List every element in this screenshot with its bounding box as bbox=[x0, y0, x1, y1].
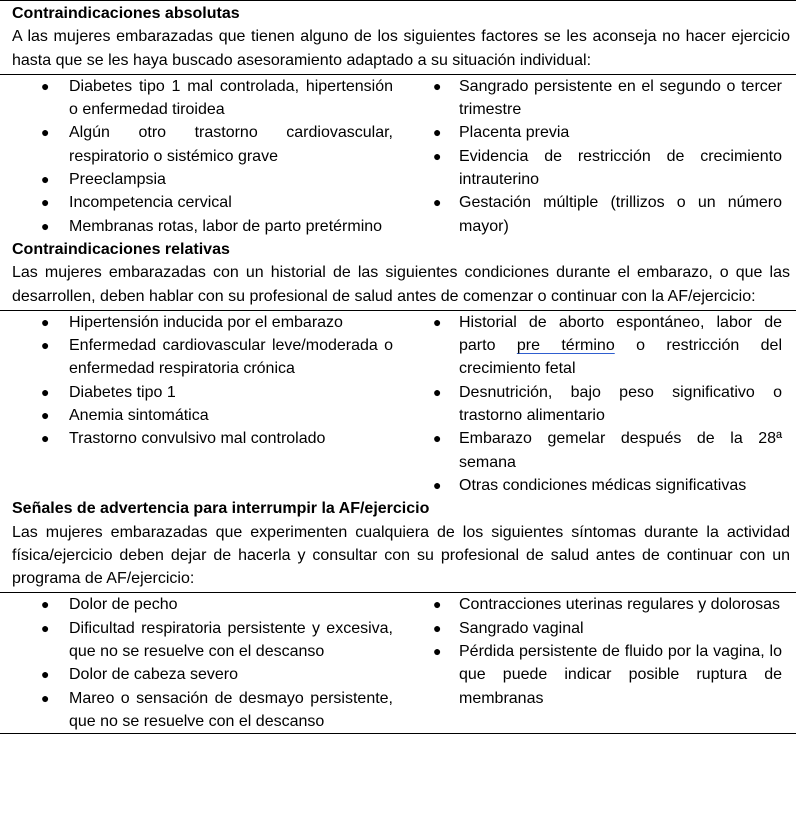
right-list bbox=[393, 75, 790, 238]
bullet-icon: ● bbox=[41, 194, 50, 211]
right-list bbox=[393, 593, 790, 733]
bullet-icon: ● bbox=[41, 77, 50, 94]
section-title: Contraindicaciones relativas bbox=[12, 240, 230, 258]
left-list bbox=[0, 311, 393, 497]
section-intro: Las mujeres embarazadas que experimenten cualquiera de los siguientes síntomas durante la actividad física/ejercicio deben dejar de hacerla y consultar con su profesional de salud antes de continuar con un programa de AF/ejercicio: bbox=[12, 523, 790, 588]
bottom-rule bbox=[0, 733, 796, 734]
bullet-icon: ● bbox=[41, 337, 50, 354]
section-absolute-contraindications bbox=[0, 2, 796, 238]
bullet-icon: ● bbox=[433, 619, 442, 636]
list-item: ● Desnutrición, bajo peso significativo o trastorno alimentario bbox=[393, 381, 782, 428]
bullet-icon: ● bbox=[41, 430, 50, 447]
list-item: ● Dolor de cabeza severo bbox=[0, 663, 393, 686]
bullet-icon: ● bbox=[433, 596, 442, 613]
bullet-icon: ● bbox=[41, 596, 50, 613]
bullet-icon: ● bbox=[433, 124, 442, 141]
list-item: ● Membranas rotas, labor de parto pretérmino bbox=[0, 215, 393, 238]
list-item: ● Dificultad respiratoria persistente y excesiva, que no se resuelve con el descanso bbox=[0, 617, 393, 664]
section-intro: A las mujeres embarazadas que tienen alguno de los siguientes factores se les aconseja no hacer ejercicio hasta que se les haya buscado asesoramiento adaptado a su situación individual: bbox=[12, 28, 790, 69]
spellcheck-underlined-text: pre término bbox=[516, 337, 615, 355]
bullet-icon: ● bbox=[433, 147, 442, 164]
bullet-icon: ● bbox=[41, 171, 50, 188]
list-item: ● Otras condiciones médicas significativas bbox=[393, 474, 782, 497]
list-item: ● Sangrado persistente en el segundo o tercer trimestre bbox=[393, 75, 782, 122]
section-intro: Las mujeres embarazadas con un historial de las siguientes condiciones durante el embarazo, o que las desarrollen, deben hablar con su profesional de salud antes de comenzar o continuar con la AF/ejercicio: bbox=[12, 264, 790, 305]
bullet-icon: ● bbox=[433, 313, 442, 330]
bullet-icon: ● bbox=[41, 666, 50, 683]
bullet-icon: ● bbox=[41, 313, 50, 330]
bullet-icon: ● bbox=[433, 643, 442, 660]
list-item: ● Hipertensión inducida por el embarazo bbox=[0, 311, 393, 334]
bullet-icon: ● bbox=[41, 689, 50, 706]
list-item: ● Dolor de pecho bbox=[0, 593, 393, 616]
list-item: ● Evidencia de restricción de crecimiento intrauterino bbox=[393, 145, 782, 192]
list-item: ● Contracciones uterinas regulares y dolorosas bbox=[393, 593, 782, 616]
bullet-icon: ● bbox=[41, 217, 50, 234]
bullet-icon: ● bbox=[41, 383, 50, 400]
list-item: ● Historial de aborto espontáneo, labor de parto pre término o restricción del crecimiento fetal bbox=[393, 311, 782, 381]
bullet-icon: ● bbox=[433, 476, 442, 493]
left-list bbox=[0, 75, 393, 238]
section-warning-signs bbox=[0, 497, 796, 734]
bullet-icon: ● bbox=[433, 383, 442, 400]
left-list bbox=[0, 593, 393, 733]
section-relative-contraindications bbox=[0, 238, 796, 497]
list-item: ● Sangrado vaginal bbox=[393, 617, 782, 640]
list-item: ● Enfermedad cardiovascular leve/moderada o enfermedad respiratoria crónica bbox=[0, 334, 393, 381]
right-list bbox=[393, 311, 790, 497]
list-item: ● Preeclampsia bbox=[0, 168, 393, 191]
list-item: ● Placenta previa bbox=[393, 121, 782, 144]
bullet-icon: ● bbox=[433, 77, 442, 94]
bullet-icon: ● bbox=[41, 124, 50, 141]
section-title: Señales de advertencia para interrumpir la AF/ejercicio bbox=[12, 500, 430, 518]
bullet-icon: ● bbox=[41, 407, 50, 424]
list-item: ● Diabetes tipo 1 bbox=[0, 381, 393, 404]
bullet-icon: ● bbox=[433, 194, 442, 211]
bullet-icon: ● bbox=[433, 430, 442, 447]
list-item: ● Algún otro trastorno cardiovascular, respiratorio o sistémico grave bbox=[0, 121, 393, 168]
list-item: ● Mareo o sensación de desmayo persistente, que no se resuelve con el descanso bbox=[0, 687, 393, 734]
list-item: ● Anemia sintomática bbox=[0, 404, 393, 427]
list-item: ● Trastorno convulsivo mal controlado bbox=[0, 427, 393, 450]
list-item: ● Incompetencia cervical bbox=[0, 191, 393, 214]
list-item: ● Gestación múltiple (trillizos o un número mayor) bbox=[393, 191, 782, 238]
section-title: Contraindicaciones absolutas bbox=[12, 5, 240, 22]
list-item: ● Pérdida persistente de fluido por la vagina, lo que puede indicar posible ruptura de membranas bbox=[393, 640, 782, 710]
list-item: ● Embarazo gemelar después de la 28ª semana bbox=[393, 427, 782, 474]
bullet-icon: ● bbox=[41, 619, 50, 636]
list-item: ● Diabetes tipo 1 mal controlada, hipertensión o enfermedad tiroidea bbox=[0, 75, 393, 122]
